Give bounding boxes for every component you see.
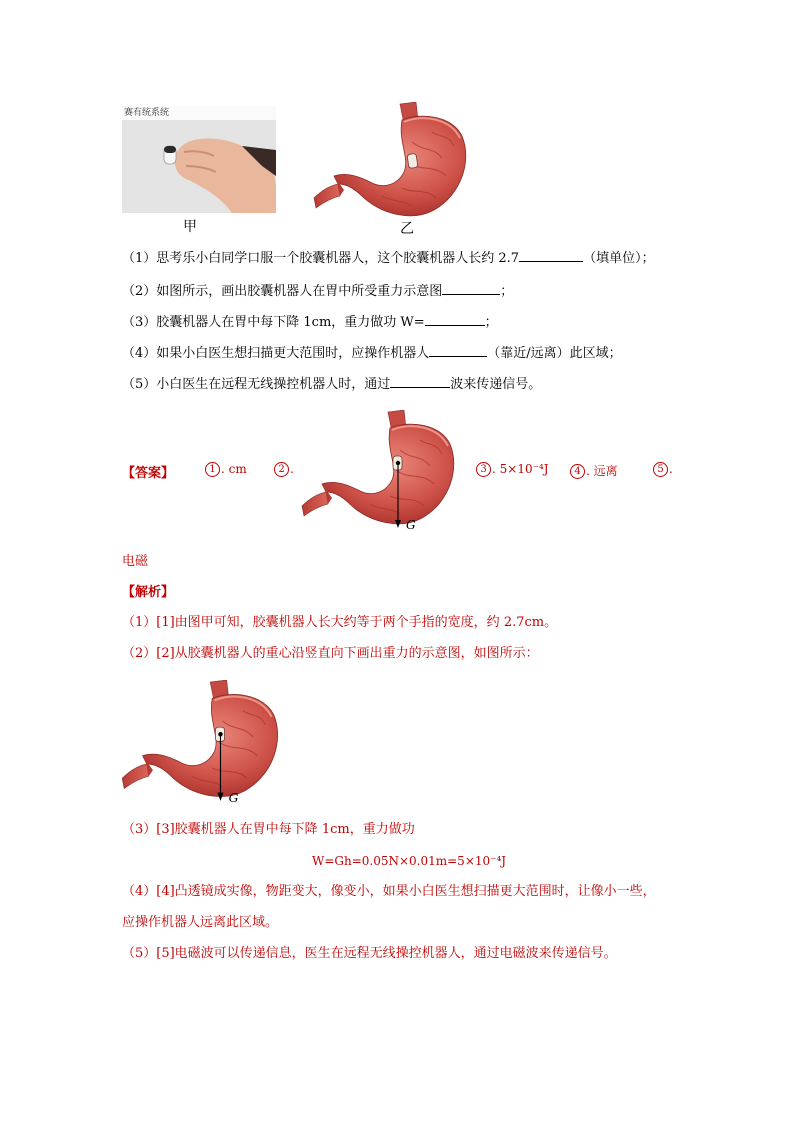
question-3: [122, 313, 498, 332]
question-2-suffix: ；: [500, 284, 514, 299]
answer-number-3: 3: [476, 462, 491, 477]
question-1-text: （1）思考乐小白同学口服一个胶囊机器人，这个胶囊机器人长约 2.7: [122, 251, 520, 266]
answer-text-1: . cm: [221, 462, 247, 476]
analysis-p1: （1）[1]由图甲可知，胶囊机器人长大约等于两个手指的宽度，约 2.7cm。: [122, 615, 558, 630]
answer-item-5: [653, 462, 673, 477]
figure-caption-a: 甲: [183, 219, 197, 235]
answer-number-4: 4: [570, 464, 585, 479]
answer-blank-5: [390, 375, 450, 388]
answer-blank-3: [425, 313, 485, 326]
gravity-label: G: [228, 790, 239, 805]
capsule-robot-icon: [407, 153, 418, 168]
hand-holding-capsule-image: [122, 106, 276, 213]
question-1-suffix: （填单位）；: [583, 251, 655, 266]
answer-stomach-diagram: [300, 410, 456, 535]
question-3-suffix: ；: [484, 315, 498, 330]
photo-banner: 赛有统系统: [122, 106, 276, 120]
answer-text-2: .: [290, 462, 294, 476]
analysis-p3: （3）[3]胶囊机器人在胃中每下降 1cm，重力做功: [122, 822, 415, 837]
answer-item-2: [274, 462, 294, 477]
answer-number-5: 5: [653, 462, 668, 477]
answer-item-1: [205, 462, 247, 477]
analysis-p4a: （4）[4]凸透镜成实像，物距变大，像变小，如果小白医生想扫描更大范围时，让像小一些，: [122, 884, 656, 899]
question-5-suffix: 波来传递信号。: [450, 377, 542, 392]
question-4-suffix: （靠近/远离）此区域；: [487, 346, 622, 361]
question-4-text: （4）如果小白医生想扫描更大范围时，应操作机器人: [122, 346, 430, 361]
answer-label: 【答案】: [122, 466, 175, 481]
analysis-formula: W=Gh=0.05N×0.01m=5×10⁻⁴J: [312, 854, 507, 868]
analysis-label: 【解析】: [122, 585, 175, 600]
figure-caption-b: 乙: [400, 221, 414, 237]
answer-item-4: [570, 462, 618, 479]
answer-number-2: 2: [274, 462, 289, 477]
question-5: [122, 375, 541, 394]
capsule-photo: [122, 106, 276, 213]
analysis-p5: （5）[5]电磁波可以传递信息，医生在远程无线操控机器人，通过电磁波来传递信号。: [122, 946, 617, 961]
answer-overflow: 电磁: [122, 554, 149, 569]
answer-blank-2: [442, 282, 500, 295]
analysis-p4b: 应操作机器人远离此区域。: [122, 915, 279, 930]
question-4: [122, 344, 622, 363]
question-2-text: （2）如图所示，画出胶囊机器人在胃中所受重力示意图: [122, 284, 443, 299]
answer-item-3: [476, 462, 549, 477]
answer-text-4: . 远离: [586, 464, 618, 478]
answer-text-3: . 5×10⁻⁴J: [492, 462, 549, 476]
answer-text-5: .: [669, 462, 673, 476]
answer-blank-4: [429, 344, 487, 357]
stomach-diagram: [312, 102, 468, 222]
question-2: [122, 282, 513, 301]
question-1: [122, 249, 655, 268]
question-5-text: （5）小白医生在远程无线操控机器人时，通过: [122, 377, 391, 392]
question-3-text: （3）胶囊机器人在胃中每下降 1cm，重力做功 W=: [122, 315, 425, 330]
answer-blank-1: [519, 249, 583, 262]
analysis-stomach-diagram: [120, 680, 280, 808]
gravity-label: G: [406, 518, 416, 532]
analysis-p2: （2）[2]从胶囊机器人的重心沿竖直向下画出重力的示意图，如图所示：: [122, 646, 539, 661]
answer-number-1: 1: [205, 462, 220, 477]
